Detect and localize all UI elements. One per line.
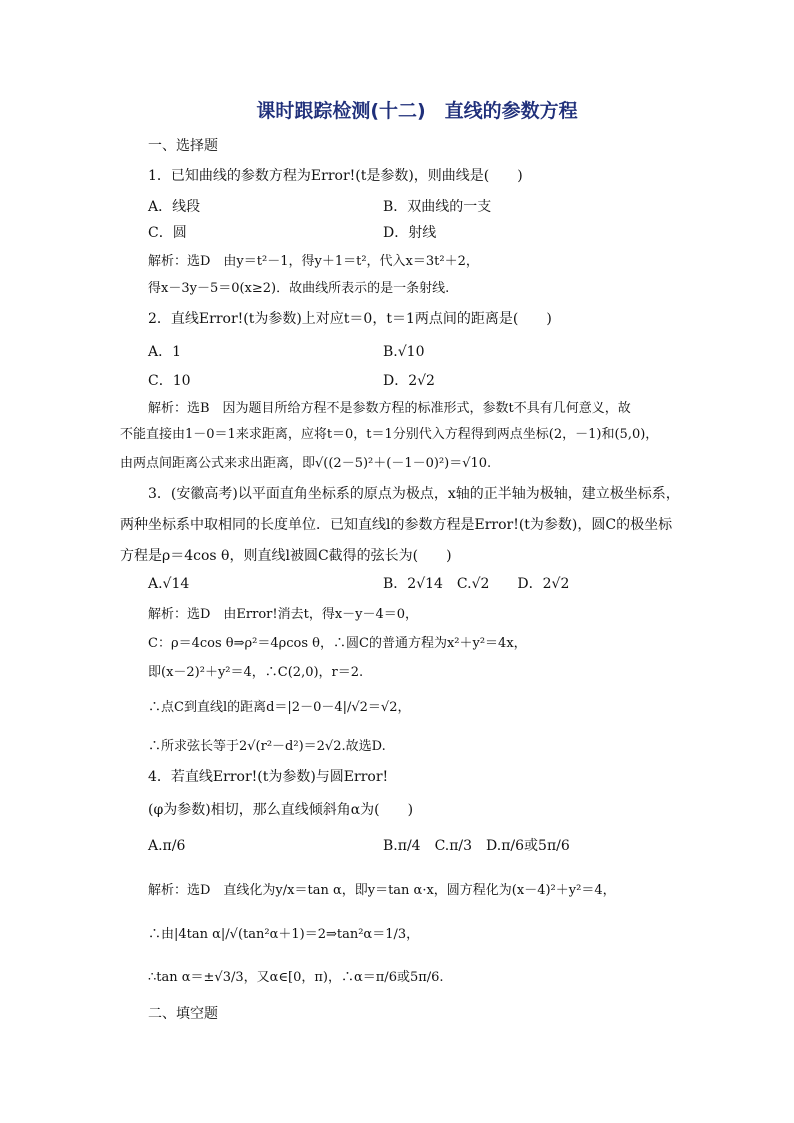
question-1-option-a: A．线段 <box>148 199 201 215</box>
question-3-solution-line-4: ∴点C到直线l的距离d＝|2－0－4|/√2＝√2， <box>148 700 411 715</box>
section-heading-choice: 一、选择题 <box>148 138 218 154</box>
question-3-solution-line-1: 解析：选D 由Error!消去t，得x－y－4＝0， <box>148 607 419 622</box>
question-2-option-b: B.√10 <box>383 344 425 360</box>
question-2-stem: 2．直线Error!(t为参数)上对应t＝0，t＝1两点间的距离是( ) <box>148 311 552 327</box>
question-4-option-a: A.π/6 <box>148 838 186 854</box>
question-3-solution-line-5: ∴所求弦长等于2√(r²－d²)＝2√2.故选D. <box>148 739 386 754</box>
question-2-solution-line-2: 不能直接由1－0＝1来求距离，应将t＝0，t＝1分别代入方程得到两点坐标(2，－1)和(5,0)， <box>120 427 659 442</box>
question-1-option-c: C．圆 <box>148 225 187 241</box>
page-title: 课时跟踪检测(十二) 直线的参数方程 <box>256 100 578 122</box>
question-4-solution-line-2: ∴由|4tan α|/√(tan²α＋1)＝2⇒tan²α＝1/3， <box>148 927 420 942</box>
question-3-option-a: A.√14 <box>148 576 190 592</box>
question-3-stem-line-1: 3．(安徽高考)以平面直角坐标系的原点为极点，x轴的正半轴为极轴，建立极坐标系， <box>148 486 680 502</box>
question-2-option-d: D．2√2 <box>383 373 435 389</box>
question-2-option-c: C．10 <box>148 373 191 389</box>
question-4-stem-line-1: 4．若直线Error!(t为参数)与圆Error! <box>148 769 389 785</box>
question-3-solution-line-2: C：ρ＝4cos θ⇒ρ²＝4ρcos θ，∴圆C的普通方程为x²＋y²＝4x， <box>148 636 527 651</box>
question-2-option-a: A．1 <box>148 344 182 360</box>
question-1-solution-line-2: 得x－3y－5＝0(x≥2)．故曲线所表示的是一条射线. <box>148 281 450 296</box>
question-1-solution-line-1: 解析：选D 由y＝t²－1，得y＋1＝t²，代入x＝3t²＋2， <box>148 254 479 269</box>
question-4-options-bcd: B.π/4 C.π/3 D.π/6或5π/6 <box>383 838 570 854</box>
question-2-solution-line-3: 由两点间距离公式来求出距离，即√((2－5)²＋(－1－0)²)＝√10. <box>120 456 492 471</box>
question-1-stem: 1．已知曲线的参数方程为Error!(t是参数)，则曲线是( ) <box>148 168 523 184</box>
section-heading-fill-in: 二、填空题 <box>148 1006 218 1022</box>
question-3-solution-line-3: 即(x－2)²＋y²＝4，∴C(2,0)，r＝2. <box>148 665 364 680</box>
question-3-options-bcd: B．2√14 C.√2 D．2√2 <box>383 576 570 592</box>
question-4-solution-line-3: ∴tan α＝±√3/3，又α∈[0，π)，∴α＝π/6或5π/6. <box>148 970 444 985</box>
question-3-stem-line-2: 两种坐标系中取相同的长度单位．已知直线l的参数方程是Error!(t为参数)，圆C的极坐标 <box>120 517 673 533</box>
question-2-solution-line-1: 解析：选B 因为题目所给方程不是参数方程的标准形式，参数t不具有几何意义，故 <box>148 401 631 416</box>
question-1-option-d: D．射线 <box>383 225 437 241</box>
question-4-solution-line-1: 解析：选D 直线化为y/x＝tan α，即y＝tan α·x，圆方程化为(x－4)²＋y²＝4， <box>148 883 616 898</box>
question-3-stem-line-3: 方程是ρ＝4cos θ，则直线l被圆C截得的弦长为( ) <box>120 548 452 564</box>
question-1-option-b: B．双曲线的一支 <box>383 199 492 215</box>
question-4-stem-line-2: (φ为参数)相切，那么直线倾斜角α为( ) <box>148 802 414 818</box>
